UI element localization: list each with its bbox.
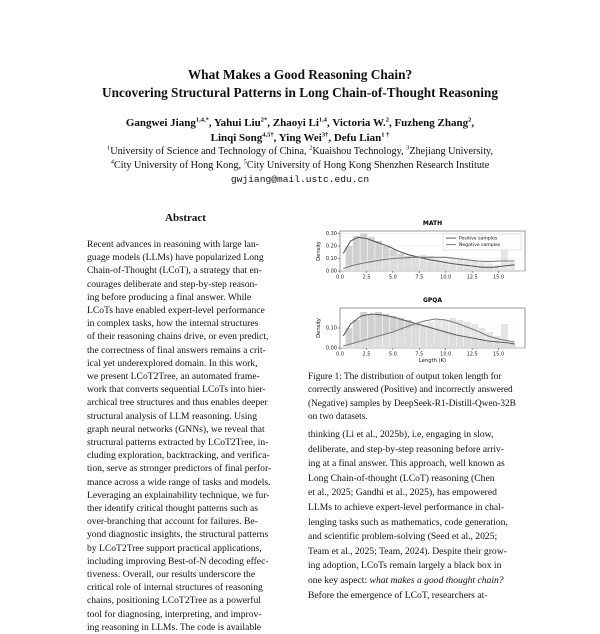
author-affiliation-mark: 2 xyxy=(385,116,389,124)
abstract-body xyxy=(87,238,284,634)
affiliation-mark: 4 xyxy=(110,158,114,166)
body-line: et al., 2025; Gandhi et al., 2025), has empowered xyxy=(308,487,497,499)
abstract-line: mance across a wide range of tasks and models. xyxy=(87,476,271,488)
abstract-line: cluding exploration, backtracking, and verifica- xyxy=(87,450,270,462)
abstract-line: yond diagnostic insights, the structural patterns xyxy=(87,529,269,541)
affiliation-line2 xyxy=(0,159,600,172)
affiliation-mark: 5 xyxy=(243,158,247,166)
author-list-line1: Gangwei Jiang$^{1,4,*}$, Yahui Liu$^{2*}$, Zhaoyi Li$^{1,4}$, Victoria W.$^2$, Fuzheng Zhang$^2$, xyxy=(125,116,475,129)
abstract-line: of their reasoning chains drive, or even predict, xyxy=(87,331,269,343)
figure-1-chart xyxy=(300,213,530,365)
caption-line: (Negative) samples by DeepSeek-R1-Distill-Qwen-32B xyxy=(308,398,516,409)
histogram-bar xyxy=(420,324,427,348)
histogram-bar xyxy=(375,336,382,348)
histogram-bar xyxy=(427,256,434,271)
abstract-line: chains, positioning LCoT2Tree as a powerful xyxy=(87,595,261,607)
body-line: Long Chain-of-thought (LCoT) reasoning (Chen xyxy=(308,472,495,484)
body-line: and scientific problem-solving (Seed et al., 2025; xyxy=(308,531,498,543)
author-name: Zhaoyi Li xyxy=(272,117,319,129)
x-tick-label: 5.0 xyxy=(388,351,397,358)
author-name: Ying Wei xyxy=(278,132,322,144)
abstract-line: LCoTs have enabled expert-level performance xyxy=(87,305,265,317)
x-tick-label: 0.0 xyxy=(336,274,344,281)
caption-line: on two datasets. xyxy=(308,412,368,423)
author-affiliation-mark: 4,5† xyxy=(262,131,274,139)
author-name: Linqi Song xyxy=(210,132,263,144)
author-affiliation-mark: 1,4,* xyxy=(195,116,209,124)
y-axis-label: Density xyxy=(316,318,322,338)
body-line: Team et al., 2025; Team, 2024). Despite their grow- xyxy=(308,545,507,557)
body-line: lenging tasks such as mathematics, code generation, xyxy=(308,516,508,528)
affiliation-name: Zhejiang University, xyxy=(409,146,494,157)
figure-1-caption xyxy=(308,371,531,425)
x-tick-label: 2.5 xyxy=(362,351,371,358)
author-name: Defu Lian xyxy=(333,132,382,144)
legend-label: Negative samples xyxy=(459,243,501,248)
histogram-bar xyxy=(390,332,397,348)
histogram-bar xyxy=(368,338,375,348)
y-tick-label: 0.00 xyxy=(325,345,337,352)
abstract-line: structural patterns extracted by LCoT2Tree, in- xyxy=(87,437,269,449)
histogram-bar xyxy=(427,322,434,348)
abstract-line: ical yet underexplored domain. In this work, xyxy=(87,357,258,369)
histogram-bar xyxy=(405,257,412,271)
affiliation-name: City University of Hong Kong, xyxy=(113,160,244,171)
paper-title-line1: What Makes a Good Reasoning Chain? xyxy=(187,67,413,82)
body-line: Before the emergence of LCoT, researchers at- xyxy=(308,589,488,601)
author-name: Yahui Liu xyxy=(213,117,261,129)
abstract-line: structural analysis of LLM reasoning. Using xyxy=(87,410,257,422)
figure-1 xyxy=(300,213,530,365)
abstract-line: by LCoT2Tree support practical applications, xyxy=(87,542,262,554)
histogram-bar xyxy=(434,320,441,348)
abstract-line: Chain-of-Thought (LCoT), a strategy that en- xyxy=(87,265,262,277)
y-tick-label: 0.00 xyxy=(325,268,337,275)
x-tick-label: 15.0 xyxy=(493,351,505,358)
x-tick-label: 15.0 xyxy=(493,274,505,281)
author-affiliation-mark: 2 xyxy=(468,116,472,124)
y-axis-label: Density xyxy=(316,241,322,261)
abstract-line: tiveness. Overall, our results underscore the xyxy=(87,569,256,581)
body-line: ing at a final answer. This approach, well known as xyxy=(308,458,505,470)
histogram-bar xyxy=(442,260,449,271)
abstract-line: the correctness of final answers remains a crit- xyxy=(87,344,266,356)
paper-title-line2: Uncovering Structural Patterns in Long Chain-of-Thought Reasoning xyxy=(102,85,498,100)
y-tick-label: 0.20 xyxy=(325,243,337,250)
histogram-bar xyxy=(508,262,515,271)
affiliation-mark: 3 xyxy=(406,144,410,152)
abstract-line: over-branching that account for failures. Be- xyxy=(87,516,258,528)
histogram-bar xyxy=(501,324,508,348)
histogram-bar xyxy=(412,326,419,348)
x-tick-label: 5.0 xyxy=(388,274,397,281)
abstract-line: Recent advances in reasoning with large lan- xyxy=(87,239,259,250)
intro-body-text xyxy=(308,428,531,603)
x-tick-label: 12.5 xyxy=(466,351,478,358)
abstract-line: including improving Best-of-N decoding effec- xyxy=(87,555,269,567)
abstract-line: critical role of internal structures of reasoning xyxy=(87,582,263,594)
y-tick-label: 0.30 xyxy=(325,231,337,238)
x-tick-label: 10.0 xyxy=(440,351,452,358)
body-line: ing adoption, LCoTs remain largely a black box in xyxy=(308,560,502,572)
author-list-line2: Linqi Song$^{4,5\dagger}$, Ying Wei$^{3\dagger}$, Defu Lian$^{1 \dagger}$ xyxy=(210,131,390,144)
author-name: Victoria W. xyxy=(332,117,386,129)
abstract-line: ther identify critical thought patterns such as xyxy=(87,503,259,515)
abstract-line: archical tree structures and thus enables deeper xyxy=(87,397,268,409)
caption-line: correctly answered (Positive) and incorrectly answered xyxy=(308,385,513,396)
histogram-bar xyxy=(486,332,493,348)
x-tick-label: 10.0 xyxy=(440,274,452,281)
body-line: LLMs to achieve expert-level performance in chal- xyxy=(308,501,505,513)
x-tick-label: 0.0 xyxy=(336,351,344,358)
histogram-bar xyxy=(383,334,390,348)
author-affiliation-mark: 1 † xyxy=(381,131,390,139)
caption-line: Figure 1: The distribution of output token length for xyxy=(308,372,502,382)
abstract-line: we present LCoT2Tree, an automated frame- xyxy=(87,371,260,383)
abstract-line: in complex tasks, how the internal structures xyxy=(87,318,259,330)
research-question: what makes a good thought chain? xyxy=(369,574,504,586)
x-tick-label: 12.5 xyxy=(466,274,478,281)
affiliation-name: Kuaishou Technology, xyxy=(312,146,407,157)
y-tick-label: 0.10 xyxy=(325,256,337,263)
abstract-line: work that converts sequential LCoTs into hier- xyxy=(87,384,266,396)
x-tick-label: 7.5 xyxy=(415,351,424,358)
author-name: Fuzheng Zhang xyxy=(394,117,469,129)
legend-label: Positive samples xyxy=(459,236,498,242)
chart-title: MATH xyxy=(422,220,443,227)
abstract-heading: Abstract xyxy=(165,212,206,224)
author-email[interactable]: gwjiang@mail.ustc.edu.cn xyxy=(230,174,370,185)
abstract-line: courages deliberate and step-by-step reason- xyxy=(87,278,258,290)
body-line: thinking (Li et al., 2025b), i.e, engaging in slow, xyxy=(308,429,494,440)
body-line: one key aspect: what makes a good thought chain? xyxy=(308,574,504,586)
author-affiliation-mark: 1,4 xyxy=(318,116,328,124)
abstract-line: guage models (LLMs) have popularized Long xyxy=(87,252,264,264)
histogram-bar xyxy=(471,324,478,348)
abstract-line: tool for diagnosing, interpreting, and improv- xyxy=(87,608,262,620)
histogram-bar xyxy=(412,256,419,271)
abstract-line: Leveraging an explainability technique, we fur- xyxy=(87,489,270,501)
affiliation-name: City University of Hong Kong Shenzhen Research Institute xyxy=(246,160,490,171)
abstract-line: tion, serve as stronger predictors of final perfor- xyxy=(87,463,272,475)
histogram-bar xyxy=(442,320,449,348)
histogram-bar xyxy=(397,330,404,348)
x-tick-label: 7.5 xyxy=(415,274,424,281)
histogram-bar xyxy=(405,328,412,348)
abstract-line: ing before producing a final answer. While xyxy=(87,291,252,303)
abstract-line: graph neural networks (GNNs), we reveal that xyxy=(87,423,265,435)
author-affiliation-mark: 2* xyxy=(260,116,268,124)
chart-title: GPQA xyxy=(422,297,443,304)
affiliation-line1 xyxy=(0,145,600,158)
histogram-bar xyxy=(479,328,486,348)
histogram-bar xyxy=(494,265,501,271)
affiliation-mark: 1 xyxy=(106,144,111,152)
y-tick-label: 0.10 xyxy=(325,325,337,332)
abstract-line: ing reasoning in LLMs. The code is available xyxy=(87,621,262,633)
x-tick-label: 2.5 xyxy=(362,274,371,281)
x-axis-label: Length (K) xyxy=(419,358,446,364)
affiliation-name: University of Science and Technology of China, xyxy=(110,146,310,157)
author-name: Gangwei Jiang xyxy=(125,117,196,129)
body-line: deliberate, and step-by-step reasoning before arriv- xyxy=(308,443,505,455)
author-affiliation-mark: 3† xyxy=(321,131,329,139)
affiliation-mark: 2 xyxy=(309,144,313,152)
